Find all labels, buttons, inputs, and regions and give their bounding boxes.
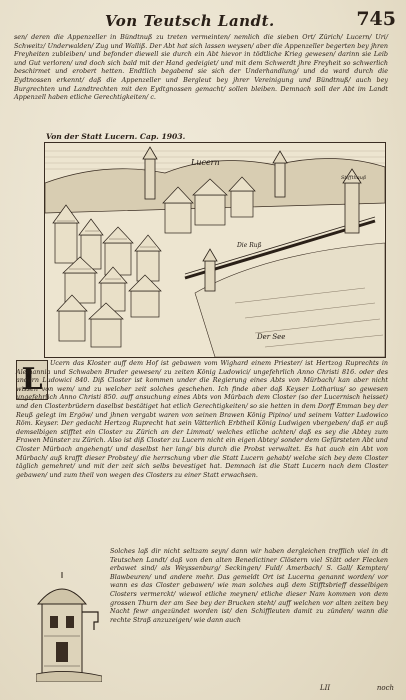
- woodcut-label-city: Lucern: [191, 158, 220, 167]
- woodcut-label-bridge: Die Ruß: [237, 242, 262, 249]
- running-title: Von Teutsch Landt.: [105, 12, 275, 30]
- section-heading: Von der Statt Lucern. Cap. 1903.: [46, 132, 186, 141]
- catchword: noch: [376, 684, 394, 692]
- woodcut-label-castle: Stiffthauß: [341, 175, 367, 181]
- woodcut-drawing: [45, 143, 385, 357]
- right-paragraph: Solches laß dir nicht seltzam seyn/ dann wir haben dergleichen trefflich viel in dt Teutschen Landt/ daß von den alten Benedictiner Clöstern viel Stätt oder Flecken erbawet sind/ als Weyssenburg/ Seckingen/ Fuld/ Amerbach/ S. Gall/ Kempten/ Blawbeuren/ und andere mehr. Das gemeldt Ort ist Lucerna genannt worden/ vor wann es das Closter gebawen/ wie man solches auß dem Stifftsbrieff desselbigen Closters vermerckt/ wiewol etliche meynen/ etliche dieser Nam kommen von dem grossen Thurn der am See bey der Brucken steht/ auff welchen vor alten zeiten bey Nacht fewr angezündet worden ist/ den Schiffleuten damit zu zünden/ wann die rechte Straß anzuzeigen/ wie dann auch: [110, 547, 388, 624]
- drop-cap-letter: L: [21, 362, 43, 397]
- lake: [195, 243, 385, 357]
- page-number: 745: [356, 8, 396, 30]
- signature-mark: LII: [320, 684, 331, 692]
- lucerne-woodcut-illustration: [44, 142, 386, 358]
- tower-drawing: [36, 572, 102, 682]
- tower-woodcut: [36, 572, 102, 682]
- page-header: [0, 8, 406, 32]
- woodcut-label-lake: Der See: [257, 333, 286, 341]
- top-paragraph: sen/ deren die Appenzeller in Bündtnuß zu treten vermeinten/ nemlich die sieben Ort/ Zürich/ Lucern/ Uri/ Schweitz/ Underwalden/ Zug und Walliß. Der Abt hat sich lassen weysen/ aber die Appenzeller begerten bey jhren Freyheiten zubleiben/ und befonder diewell sie durch ein Abt hievor in tödtliche Krieg gewesen/ darinn sie Leib und Gut verloren/ und doch sich bald mit der Hand gedeigiet/ und mit dem Schwerdt jhre Freyheit so schwerlich beschirmet und erobert hetten. Endtlich begabend sie sich der Underhandlung/ und da ward durch die Eydtnossen erkennt/ daß die Appenzeller und Bergleut bey jhrer Vereinigung und Bündtnuß/ auch bey Burgrechten und Landtrechten mit den Eydtgnossen gemacht/ sollen bleiben. Demnach soll der Abt im Landt Appenzell haben etliche Gerechtigkeiten/ c.: [14, 33, 388, 102]
- main-paragraph: Ucern das Kloster auff dem Hof ist gebawen vom Wighard einem Priester/ ist Hertzog Ruprechts in Alemannia und Schwaben Bruder gewesen/ zu zeiten König Ludowici/ ungefehrlich Anno Christi 816. oder des andern Ludowici 840. Diß Closter ist kommen under die Regierung eines Abts von Mürbach/ kan aber nicht wissen von wem/ und zu welcher zeit solches geschehen. Ich finde aber daß Keyser Lotharius/ so gewesen ungefehrlich Anno Christi 850. auff ansuchung eines Abts von Mürbach dem Closter (so der Lucernisch heisset) und den Closterbrüdern daselbst bestätiget hat etlich Gerechtigkeiten/ so sie hetten in dem Dorff Emman bey der Reuß gelegt im Ergöw/ und jhnen vergabt waren von seinen Brawen König Pipino/ und seinem Vatter Ludowico Röm. Keyser. Der gedacht Hertzog Ruprecht hat sein Vätterlich Erbtheil König Ludwigen vbergeben/ daß er auß demselbigen stifftet ein Closter zu Zürich an der Limmat/ welches etliche achten/ daß es sey die Abtey zum Frawen Münster zu Zürich. Also ist diß Closter zu Lucern nicht ein eigen Abtey/ sonder dem Gefürsteten Abt und Closter Mürbach angehengt/ und daselbst her lang/ bis durch die Probst verwaltet. Es hat auch ein Abt von Mürbach/ auß krafft dieser Probstey/ die herrschung vber die Statt Lucern gehabt/ welche sich bey dem Closter täglich gemehret/ und mit der zeit sich selbs bevestiget hat. Demnach ist die Statt Lucern nach dem Closter gebawen/ und zum theil von wegen des Closters zu einer Statt erwachsen.: [16, 359, 388, 479]
